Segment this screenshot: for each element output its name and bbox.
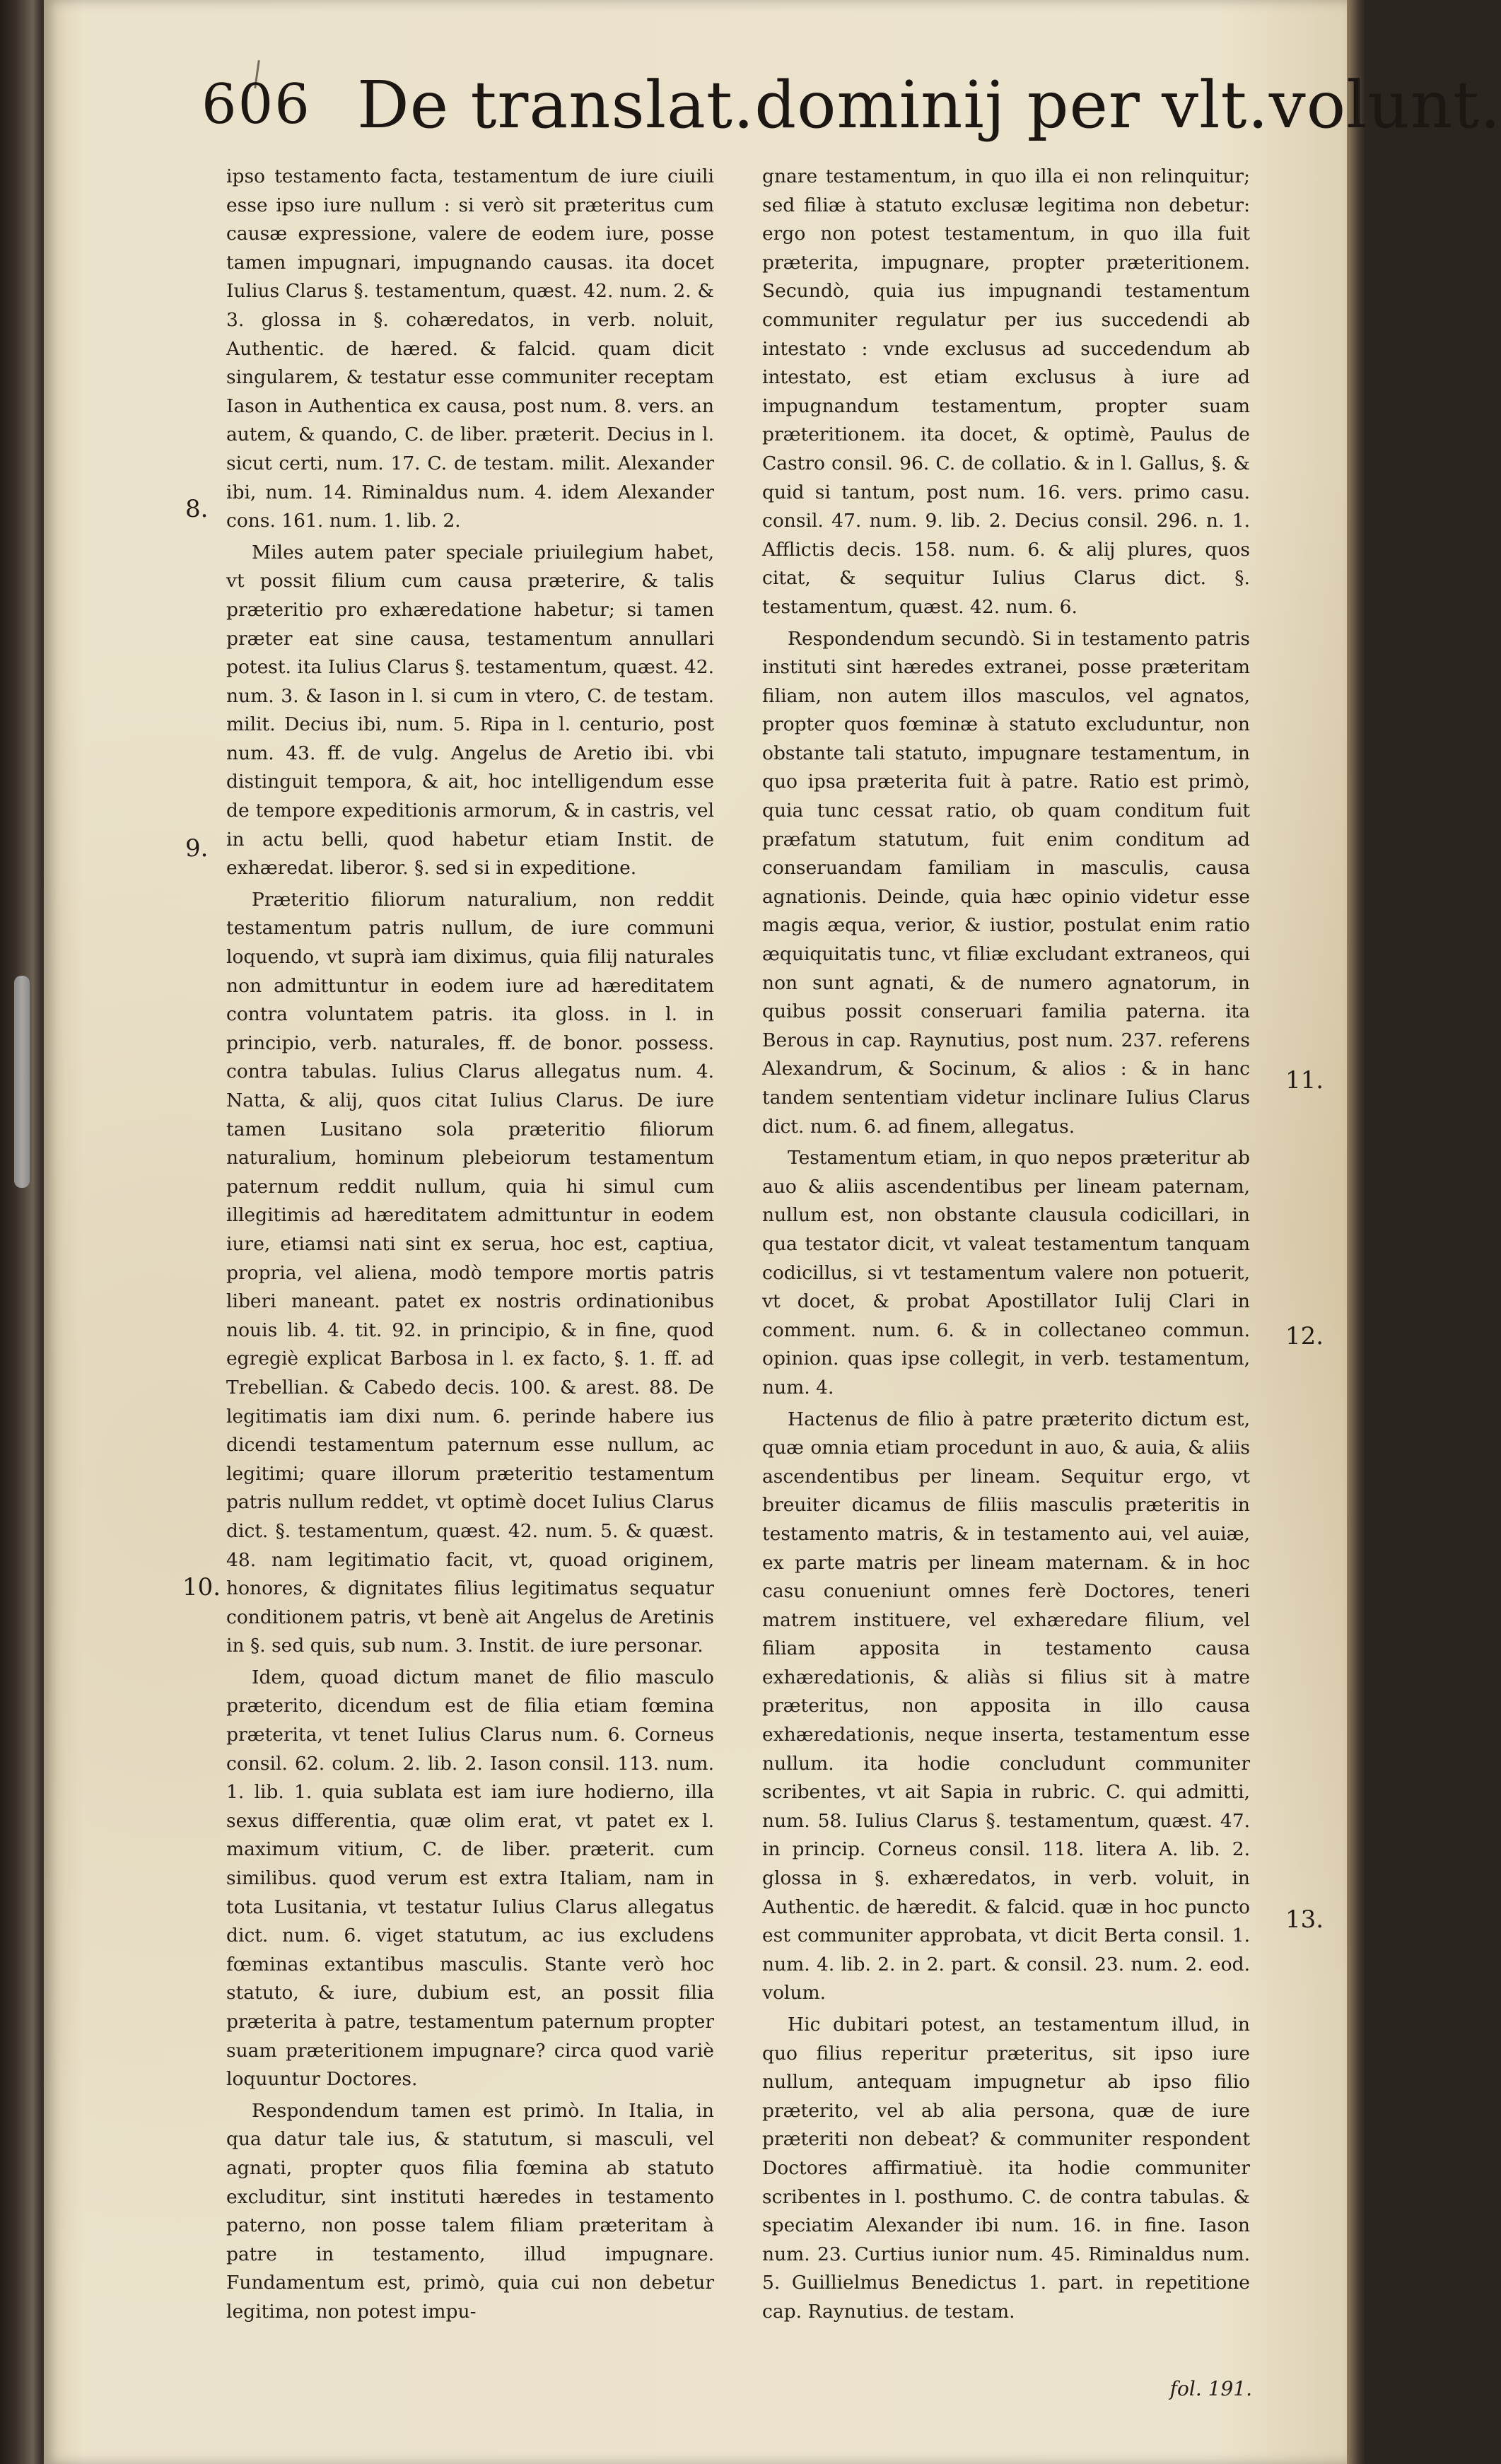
page-header xyxy=(202,67,1501,145)
paragraph: Præteritio filiorum naturalium, non reddit testamentum patris nullum, de iure communi loquendo, vt suprà iam diximus, quia filij naturales non admittuntur in eodem iure ad hæreditatem contra voluntatem patris. ita gloss. in l. in principio, verb. naturales, ff. de bonor. possess. contra tabulas. Iulius Clarus allegatus num. 4. Natta, & alij, quos citat Iulius Clarus. De iure tamen Lusitano sola præteritio filiorum naturalium, hominum plebeiorum testamentum paternum reddit nullum, quia hi simul cum illegitimis ad hæreditatem admittuntur in eodem iure, etiamsi nati sint ex serua, hoc est, captiua, propria, vel aliena, modò tempore mortis patris liberi maneant. patet ex nostris ordinationibus nouis lib. 4. tit. 92. in principio, & in fine, quod egregiè explicat Barbosa in l. ex facto, §. 1. ff. ad Trebellian. & Cabedo decis. 100. & arest. 88. De legitimatis iam dixi num. 6. perinde habere ius dicendi testamentum paternum esse nullum, ac legitimi; quare illorum præteritio testamentum patris nullum reddet, vt optimè docet Iulius Clarus dict. §. testamentum, quæst. 42. num. 5. & quæst. 48. nam legitimatio facit, vt, quoad originem, honores, & dignitates filius legitimatus sequatur conditionem patris, vt benè ait Angelus de Aretinis in §. sed quis, sub num. 3. Instit. de iure personar. xyxy=(226,888,714,1657)
marginal-number: 11. xyxy=(1285,1066,1324,1094)
marginal-number: 8. xyxy=(185,495,209,523)
paragraph: Respondendum secundò. Si in testamento patris instituti sint hæredes extranei, posse præteritam filiam, non autem illos masculos, vel agnatos, propter quos fœminæ à statuto excluduntur, non obstante tali statuto, impugnare testamentum, in quo ipsa præterita fuit à patre. Ratio est primò, quia tunc cessat ratio, ob quam conditum fuit præfatum statutum, fuit enim conditum ad conseruandam familiam in masculis, causa agnationis. Deinde, quia hæc opinio videtur esse magis æqua, verior, & iustior, postulat enim ratio æquiquitatis tunc, vt filiæ excludant extraneos, qui non sunt agnati, & de numero agnatorum, in quibus possit conseruari familia paterna. ita Berous in cap. Raynutius, post num. 237. referens Alexandrum, & Socinum, & alios : & in hanc tandem sententiam videtur inclinare Iulius Clarus dict. num. 6. ad finem, allegatus. xyxy=(762,627,1250,1138)
catchword: fol. 191. xyxy=(1169,2377,1252,2400)
marginal-number: 9. xyxy=(185,834,209,863)
glass-weight-reflection xyxy=(14,976,30,1188)
paragraph: Respondendum tamen est primò. In Italia, in qua datur tale ius, & statutum, si masculi, vel agnati, propter quos filia fœmina ab statuto excluditur, sint instituti hæredes in testamento paterno, non posse talem filiam præteritam à patre in testamento, illud impugnare. Fundamentum est, primò, quia cui non debetur legitima, non potest impu- xyxy=(226,2099,714,2323)
marginal-number: 12. xyxy=(1285,1322,1324,1350)
paragraph: Idem, quoad dictum manet de filio masculo præterito, dicendum est de filia etiam fœmina præterita, vt tenet Iulius Clarus num. 6. Corneus consil. 62. colum. 2. lib. 2. Iason consil. 113. num. 1. lib. 1. quia sublata est iam iure hodierno, illa sexus differentia, quæ olim erat, vt patet ex l. maximum vitium, C. de liber. præterit. cum similibus. quod verum est extra Italiam, nam in tota Lusitania, vt testatur Iulius Clarus allegatus dict. num. 6. viget statutum, ac ius excludens fœminas extantibus masculis. Stante verò hoc statuto, & iure, dubium est, an possit filia præterita à patre, testamentum paternum propter suam præteritionem impugnare? circa quod variè loquuntur Doctores. xyxy=(226,1666,714,2091)
paragraph: gnare testamentum, in quo illa ei non relinquitur; sed filiæ à statuto exclusæ legitima non debetur: ergo non potest testamentum, in quo illa fuit præterita, impugnare, propter præteritionem. Secundò, quia ius impugnandi testamentum communiter regulatur per ius succedendi ab intestato : vnde exclusus ad succedendum ab intestato, est etiam exclusus à iure ad impugnandum testamentum, propter suam præteritionem. ita docet, & optimè, Paulus de Castro consil. 96. C. de collatio. & in l. Gallus, §. & quid si tantum, post num. 16. vers. primo casu. consil. 47. num. 9. lib. 2. Decius consil. 296. n. 1. Afflictis decis. 158. num. 6. & alij plures, quos citat, & sequitur Iulius Clarus dict. §. testamentum, quæst. 42. num. 6. xyxy=(762,165,1250,618)
paragraph: Hic dubitari potest, an testamentum illud, in quo filius reperitur præteritus, sit ipso iure nullum, antequam impugnetur ab ipso filio præterito, vel ab alia persona, quæ de iure præteriti non debeat? & communiter respondent Doctores affirmatiuè. ita hodie communiter scribentes in l. posthumo. C. de contra tabulas. & speciatim Alexander ibi num. 16. in fine. Iason num. 23. Curtius iunior num. 45. Riminaldus num. 5. Guillielmus Benedictus 1. part. in repetitione cap. Raynutius. de testam. xyxy=(762,2014,1250,2323)
left-text-column xyxy=(226,163,714,2327)
paragraph: Testamentum etiam, in quo nepos præteritur ab auo & aliis ascendentibus per lineam paternam, nullum est, non obstante clausula codicillari, in qua testator dicit, vt valeat testamentum tanquam codicillus, si vt testamentum valere non potuerit, vt docet, & probat Apostillator Iulij Clari in comment. num. 6. & in collectaneo commun. opinion. quas ipse collegit, in verb. testamentum, num. 4. xyxy=(762,1147,1250,1399)
paragraph: ipso testamento facta, testamentum de iure ciuili esse ipso iure nullum : si verò sit præteritus cum causæ expressione, valere de eodem iure, posse tamen impugnari, impugnando causas. ita docet Iulius Clarus §. testamentum, quæst. 42. num. 2. & 3. glossa in §. cohæredatos, in verb. noluit, Authentic. de hæred. & falcid. quam dicit singularem, & testatur esse communiter receptam Iason in Authentica ex causa, post num. 8. vers. an autem, & quando, C. de liber. præterit. Decius in l. sicut certi, num. 17. C. de testam. milit. Alexander ibi, num. 14. Riminaldus num. 4. idem Alexander cons. 161. num. 1. lib. 2. xyxy=(226,165,714,532)
paragraph: Miles autem pater speciale priuilegium habet, vt possit filium cum causa præterire, & talis præteritio pro exhæredatione habetur; si tamen præter eat sine causa, testamentum annullari potest. ita Iulius Clarus §. testamentum, quæst. 42. num. 3. & Iason in l. si cum in vtero, C. de testam. milit. Decius ibi, num. 5. Ripa in l. centurio, post num. 43. ff. de vulg. Angelus de Aretio ibi. vbi distinguit tempora, & ait, hoc intelligendum esse de tempore expeditionis armorum, & in castris, vel in actu belli, quod habetur etiam Instit. de exhæredat. liberor. §. sed si in expeditione. xyxy=(226,541,714,880)
marginal-number: 13. xyxy=(1285,1905,1324,1934)
marginal-number: 10. xyxy=(182,1573,221,1601)
page-number: 606 xyxy=(202,73,311,136)
facing-page-edge xyxy=(1347,0,1365,2464)
paragraph: Hactenus de filio à patre præterito dictum est, quæ omnia etiam procedunt in auo, & auia, & aliis ascendentibus per lineam. Sequitur ergo, vt breuiter dicamus de filiis masculis præteritis in testamento matris, & in testamento aui, vel auiæ, ex parte matris per lineam maternam. & in hoc casu conueniunt omnes ferè Doctores, teneri matrem instituere, vel exhæredare filium, vel filiam apposita in testamento causa exhæredationis, & aliàs si filius sit à matre præteritus, non apposita in illo causa exhæredationis, neque inserta, testamentum esse nullum. ita hodie concludunt communiter scribentes, vt ait Sapia in rubric. C. qui admitti, num. 58. Iulius Clarus §. testamentum, quæst. 47. in princip. Corneus consil. 118. litera A. lib. 2. glossa in §. exhæredatos, in verb. voluit, in Authentic. de hæredit. & falcid. quæ in hoc puncto est communiter approbata, vt dicit Berta consil. 1. num. 4. lib. 2. in 2. part. & consil. 23. num. 2. eod. volum. xyxy=(762,1408,1250,2004)
right-text-column xyxy=(762,163,1250,2327)
running-title: De translat.dominij per vlt.volunt. xyxy=(357,67,1501,143)
